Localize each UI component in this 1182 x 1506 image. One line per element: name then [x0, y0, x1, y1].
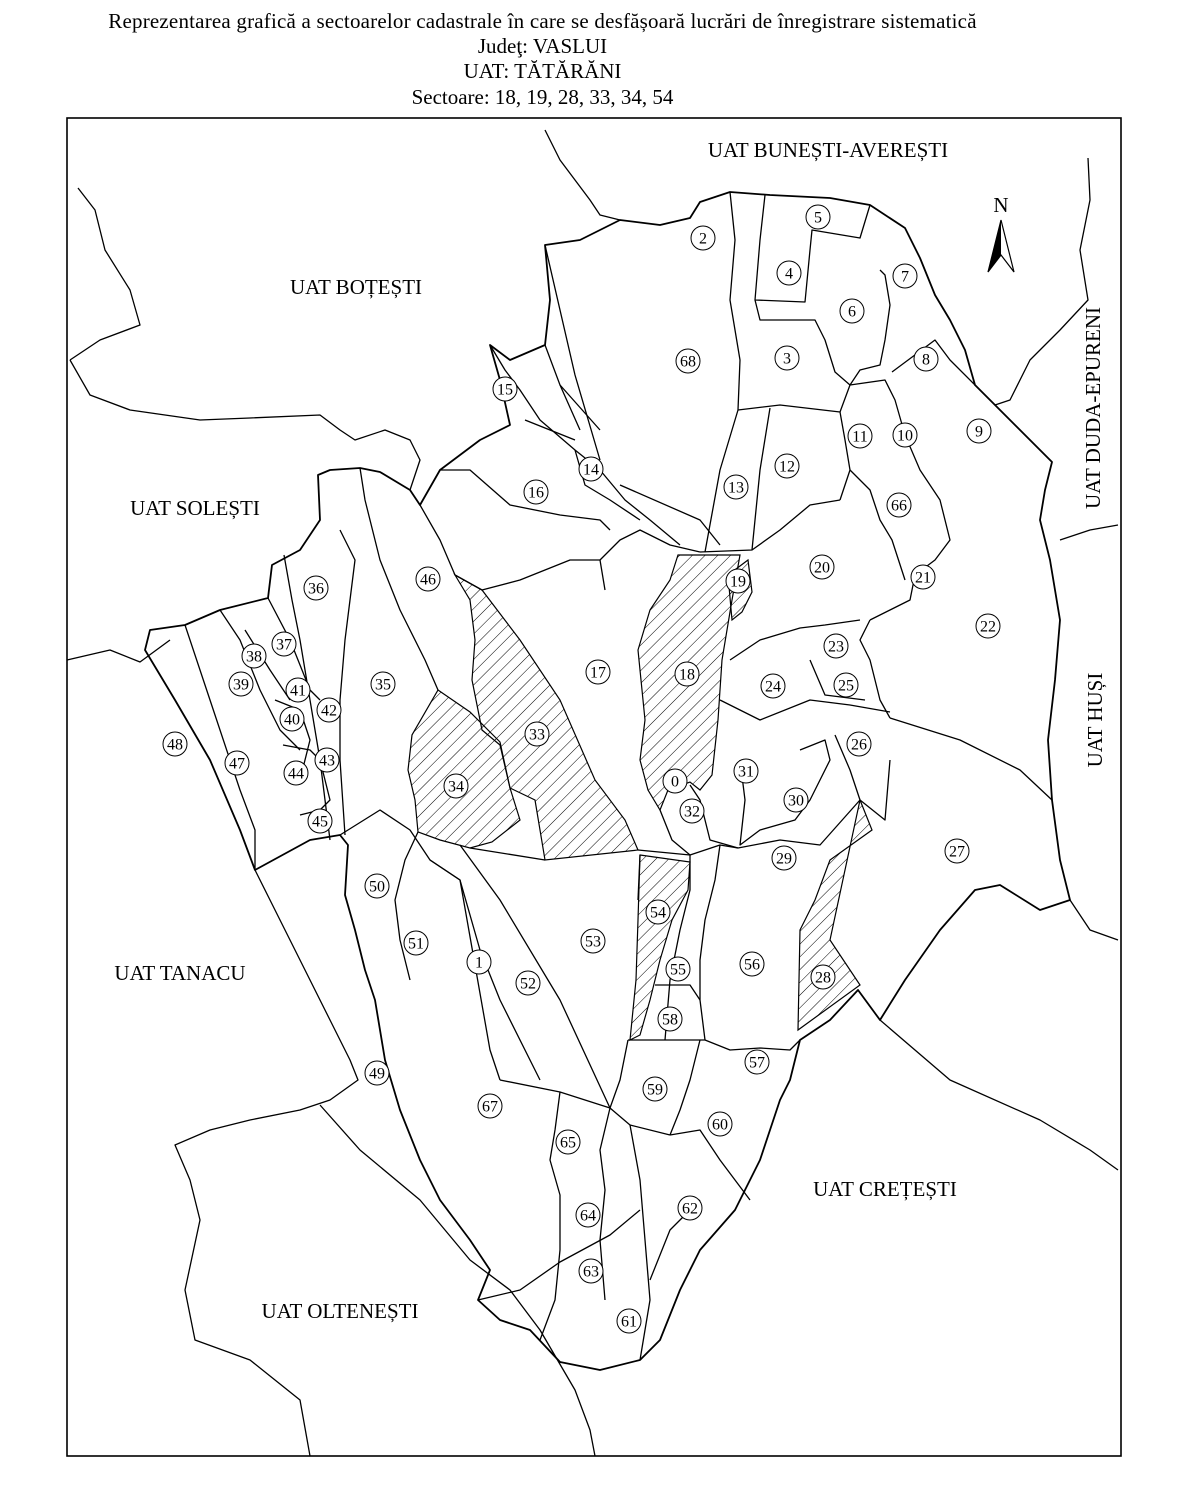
sector-number-21: 21: [915, 569, 931, 587]
sector-number-59: 59: [647, 1081, 663, 1099]
sector-number-6: 6: [848, 303, 856, 321]
sector-label-56: [740, 952, 764, 976]
sector-label-50: [365, 874, 389, 898]
sector-label-38: [242, 644, 266, 668]
sector-label-0: [663, 769, 687, 793]
sector-number-64: 64: [580, 1207, 596, 1225]
neighbor-cretesti: UAT CREȚEȘTI: [813, 1177, 957, 1201]
sector-28-area: [798, 800, 872, 1030]
sector-number-20: 20: [814, 559, 830, 577]
map-title: Reprezentarea grafică a sectoarelor cadastrale în care se desfășoară lucrări de înregistrare sistematică: [108, 9, 977, 33]
sector-number-45: 45: [312, 813, 328, 831]
sector-number-16: 16: [528, 484, 544, 502]
neighbor-solesti: UAT SOLEȘTI: [130, 496, 260, 520]
sector-number-28: 28: [815, 969, 831, 987]
sector-label-9: [967, 419, 991, 443]
sector-label-18: [675, 662, 699, 686]
sector-number-51: 51: [408, 935, 424, 953]
sector-label-23: [824, 634, 848, 658]
sector-label-40: [280, 707, 304, 731]
sector-label-53: [581, 929, 605, 953]
sector-label-68: [676, 349, 700, 373]
sector-number-32: 32: [684, 803, 700, 821]
sector-number-5: 5: [814, 209, 822, 227]
sector-number-9: 9: [975, 423, 983, 441]
neighbor-bunesti: UAT BUNEȘTI-AVEREȘTI: [707, 138, 949, 162]
north-arrow-icon: [988, 193, 1014, 272]
sector-label-10: [893, 423, 917, 447]
sector-number-18: 18: [679, 666, 695, 684]
sector-number-68: 68: [680, 353, 696, 371]
sector-label-65: [556, 1130, 580, 1154]
sector-label-17: [586, 660, 610, 684]
sector-number-42: 42: [321, 702, 337, 720]
sector-number-61: 61: [621, 1313, 637, 1331]
sector-label-5: [806, 205, 830, 229]
sector-number-53: 53: [585, 933, 601, 951]
sector-label-48: [163, 732, 187, 756]
sector-number-50: 50: [369, 878, 385, 896]
sector-label-15: [493, 377, 517, 401]
sector-label-4: [777, 261, 801, 285]
sector-label-47: [225, 751, 249, 775]
sector-label-27: [945, 839, 969, 863]
sector-number-55: 55: [670, 961, 686, 979]
sector-number-43: 43: [319, 752, 335, 770]
sector-number-12: 12: [779, 458, 795, 476]
sector-number-2: 2: [699, 230, 707, 248]
sector-number-39: 39: [233, 676, 249, 694]
sector-label-26: [847, 732, 871, 756]
sector-number-24: 24: [765, 678, 781, 696]
sector-label-45: [308, 809, 332, 833]
sector-number-67: 67: [482, 1098, 498, 1116]
sector-label-58: [658, 1007, 682, 1031]
neighbor-botesti: UAT BOȚEȘTI: [289, 275, 423, 299]
sector-label-51: [404, 931, 428, 955]
neighbor-duda: UAT DUDA-EPURENI: [1081, 306, 1105, 510]
sector-number-63: 63: [583, 1263, 599, 1281]
sector-label-43: [315, 748, 339, 772]
sector-number-66: 66: [891, 497, 907, 515]
sector-label-28: [811, 965, 835, 989]
sector-label-6: [840, 299, 864, 323]
sector-number-52: 52: [520, 975, 536, 993]
sector-label-60: [708, 1112, 732, 1136]
neighbor-husi: UAT HUȘI: [1083, 672, 1107, 768]
sector-label-46: [416, 567, 440, 591]
sector-label-62: [678, 1196, 702, 1220]
sector-number-58: 58: [662, 1011, 678, 1029]
sector-number-62: 62: [682, 1200, 698, 1218]
sector-label-2: [691, 226, 715, 250]
sector-label-42: [317, 698, 341, 722]
sector-label-24: [761, 674, 785, 698]
sector-number-25: 25: [838, 677, 854, 695]
sector-number-49: 49: [369, 1065, 385, 1083]
sector-number-23: 23: [828, 638, 844, 656]
sector-label-54: [646, 900, 670, 924]
sector-label-39: [229, 672, 253, 696]
sector-label-34: [444, 774, 468, 798]
north-label: N: [993, 193, 1009, 217]
sector-label-55: [666, 957, 690, 981]
sector-number-13: 13: [728, 479, 744, 497]
sector-label-49: [365, 1061, 389, 1085]
sector-label-16: [524, 480, 548, 504]
sector-label-21: [911, 565, 935, 589]
sector-number-40: 40: [284, 711, 300, 729]
sector-number-0: 0: [671, 773, 679, 791]
sector-label-66: [887, 493, 911, 517]
sector-number-7: 7: [901, 268, 909, 286]
sector-label-35: [371, 672, 395, 696]
sector-number-34: 34: [448, 778, 464, 796]
sector-label-57: [745, 1050, 769, 1074]
sector-number-44: 44: [288, 765, 304, 783]
sector-label-41: [286, 678, 310, 702]
sector-label-1: [467, 950, 491, 974]
sector-number-33: 33: [529, 726, 545, 744]
sector-label-61: [617, 1309, 641, 1333]
sector-label-30: [784, 788, 808, 812]
sector-label-3: [775, 346, 799, 370]
sector-label-33: [525, 722, 549, 746]
neighbor-tanacu: UAT TANACU: [114, 961, 246, 985]
sectors-label: Sectoare: 18, 19, 28, 33, 34, 54: [411, 85, 674, 109]
sector-number-38: 38: [246, 648, 262, 666]
sector-number-17: 17: [590, 664, 606, 682]
sector-label-19: [726, 569, 750, 593]
sector-number-15: 15: [497, 381, 513, 399]
county-label: Judeţ: VASLUI: [477, 34, 608, 58]
sector-label-11: [848, 424, 872, 448]
sector-number-30: 30: [788, 792, 804, 810]
sector-number-65: 65: [560, 1134, 576, 1152]
sector-number-8: 8: [922, 351, 930, 369]
sector-label-64: [576, 1203, 600, 1227]
sector-number-29: 29: [776, 850, 792, 868]
sector-number-47: 47: [229, 755, 245, 773]
sector-label-13: [724, 475, 748, 499]
sector-label-59: [643, 1077, 667, 1101]
sector-label-25: [834, 673, 858, 697]
sector-number-27: 27: [949, 843, 965, 861]
uat-label: UAT: TĂTĂRĂNI: [463, 59, 622, 83]
sector-number-19: 19: [730, 573, 746, 591]
sector-label-44: [284, 761, 308, 785]
sector-label-36: [304, 576, 328, 600]
sector-number-22: 22: [980, 618, 996, 636]
sector-label-22: [976, 614, 1000, 638]
sector-number-3: 3: [783, 350, 791, 368]
sector-number-57: 57: [749, 1054, 765, 1072]
sector-label-14: [579, 457, 603, 481]
sector-number-31: 31: [738, 763, 754, 781]
sector-number-26: 26: [851, 736, 867, 754]
sector-number-48: 48: [167, 736, 183, 754]
sector-number-56: 56: [744, 956, 760, 974]
sector-label-12: [775, 454, 799, 478]
sector-label-37: [272, 632, 296, 656]
sector-number-37: 37: [276, 636, 292, 654]
sector-label-31: [734, 759, 758, 783]
sector-label-67: [478, 1094, 502, 1118]
sector-label-7: [893, 264, 917, 288]
sector-number-35: 35: [375, 676, 391, 694]
sector-label-20: [810, 555, 834, 579]
sector-number-4: 4: [785, 265, 793, 283]
sector-number-54: 54: [650, 904, 666, 922]
neighbor-oltenesti: UAT OLTENEȘTI: [261, 1299, 419, 1323]
sector-number-46: 46: [420, 571, 436, 589]
sector-label-63: [579, 1259, 603, 1283]
sector-number-11: 11: [852, 428, 868, 446]
sector-label-52: [516, 971, 540, 995]
sector-label-32: [680, 799, 704, 823]
sector-number-1: 1: [475, 954, 483, 972]
sector-number-36: 36: [308, 580, 324, 598]
sector-label-8: [914, 347, 938, 371]
sector-number-60: 60: [712, 1116, 728, 1134]
sector-label-29: [772, 846, 796, 870]
sector-number-14: 14: [583, 461, 599, 479]
sector-number-10: 10: [897, 427, 913, 445]
sector-number-41: 41: [290, 682, 306, 700]
